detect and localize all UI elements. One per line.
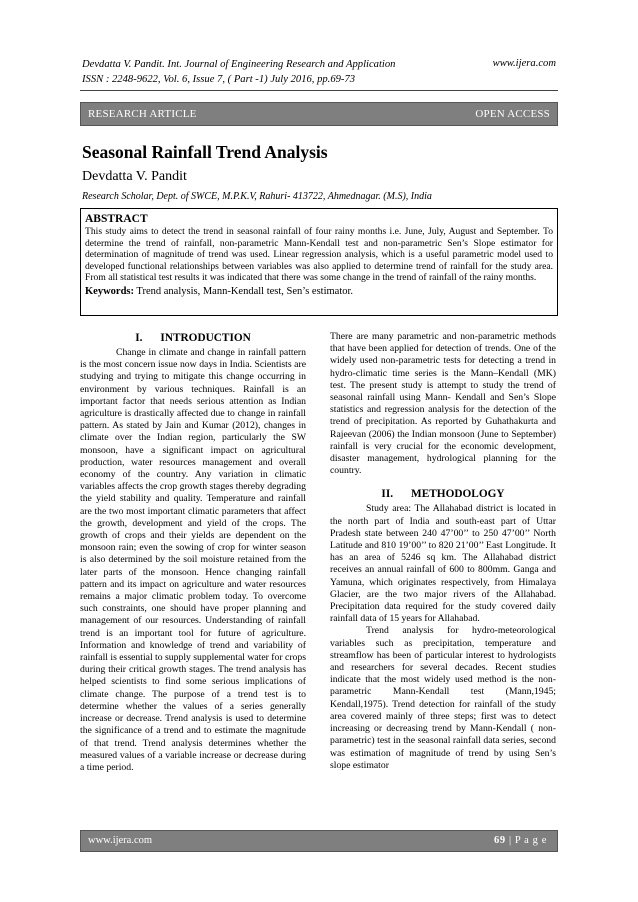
abstract-box bbox=[80, 208, 558, 316]
methodology-section-number: II. bbox=[381, 488, 394, 501]
intro-paragraph: Change in climate and change in rainfall pattern is the most concern issue now days in India. Scientists are studying and trying to mitigate this change occurring in environment by various techniques. Rainfall is an important factor that needs serious attention as Indian agriculture is drastically affected due to change in rainfall pattern. As stated by Jain and Kumar (2012), changes in climate over the Indian region, particularly the SW monsoon, have a significant impact on agricultural production, water resources management and overall economy of the country. Any variation in climatic variables affects the crop growth stages thereby degrading the yield stability and quality. Temperature and rainfall are the two most important climatic parameters that affect the growth, development and yield of the crops. The growth of crops and their yields are dependent on the monsoon rain; even the sowing of crop for winter season is also determined by the soil moisture retained from the later parts of the monsoon. Hence changing rainfall pattern and its impact on agriculture and water resources remains a major climatic problem today. To overcome such constraints, one should have proper planning and management of our resources. Understanding of rainfall trend is an important tool for future of agriculture. Information and knowledge of trend and variability of rainfall is essential to supply supplemental water for crops during their critical growth stages. The trend analysis has helped scientists to find some serious implications of climate change. The purpose of a trend test is to determine whether the values of a series generally increase or decrease. Trend analysis is used to determine the significance of a trend and to estimate the magnitude of that trend. Trend analysis determines whether the measured values of a variable increase or decrease during a time period. bbox=[80, 347, 306, 773]
page-label: | P a g e bbox=[505, 835, 547, 846]
issn-line: ISSN : 2248-9622, Vol. 6, Issue 7, ( Part -1) July 2016, pp.69-73 bbox=[82, 74, 356, 85]
research-article-label: RESEARCH ARTICLE bbox=[88, 108, 197, 120]
abstract-heading: ABSTRACT bbox=[85, 213, 148, 225]
author-affiliation: Research Scholar, Dept. of SWCE, M.P.K.V, Rahuri- 413722, Ahmednagar. (M.S), India bbox=[82, 191, 432, 202]
page-number-value: 69 bbox=[494, 835, 506, 846]
article-type-banner bbox=[80, 102, 558, 126]
journal-citation: Devdatta V. Pandit. Int. Journal of Engineering Research and Application bbox=[82, 59, 396, 70]
study-area-paragraph: Study area: The Allahabad district is located in the north part of India and south-east part of Uttar Pradesh state between 240 47’00’’ to 250 47’00’’ North Latitude and 810 19’00’’ to 820 21’00’’ East Longitude. It has an area of 5246 sq km. The Allahabad district receives an annual rainfall of 600 to 800mm. Ganga and Yamuna, which originates respectively, from Himalaya Glacier, are the two major rivers of the Allahabad. Precipitation data required for the study covered daily rainfall data of 15 years for Allahabad. bbox=[330, 503, 556, 625]
page-number bbox=[494, 835, 547, 846]
methodology-section-title: METHODOLOGY bbox=[411, 488, 505, 501]
trend-analysis-paragraph: Trend analysis for hydro-meteorological variables such as precipitation, temperature and streamflow has been of particular interest to hydrologists and researchers for several decades. Recent studies indicate that the most widely used method is the non-parametric Mann-Kendall test (Mann,1945; Kendall,1975). Trend detection for rainfall of the study area covered mainly of three steps; first was to detect increasing or decreasing trend by Mann-Kendall ( non-parametric) test in the seasonal rainfall data series, second was estimation of magnitude of trend by using Sen’s slope estimator bbox=[330, 625, 556, 771]
page-footer bbox=[80, 830, 558, 852]
journal-website[interactable]: www.ijera.com bbox=[492, 58, 556, 69]
intro-paragraph-continued: There are many parametric and non-parametric methods that have been applied for detection of trends. One of the widely used non-parametric tests for detecting a trend in hydro-climatic time series is the Mann–Kendall (MK) test. The present study is attempt to study the trend of seasonal rainfall using Mann- Kendall and Sen’s Slope statistics and regression analysis for the detection of the trend of precipitation. As reported by Guhathakurta and Rajeevan (2006) the Indian monsoon (June to September) rainfall is very crucial for the economic development, disaster management, hydrological planning for the country. bbox=[330, 331, 556, 477]
intro-heading bbox=[80, 331, 306, 345]
author-name: Devdatta V. Pandit bbox=[82, 169, 187, 184]
open-access-label: OPEN ACCESS bbox=[475, 108, 550, 120]
header-divider bbox=[80, 90, 558, 91]
paper-title: Seasonal Rainfall Trend Analysis bbox=[82, 142, 328, 162]
keywords-line bbox=[85, 285, 553, 299]
methodology-heading bbox=[330, 487, 556, 501]
left-column bbox=[80, 331, 306, 774]
keywords-label: Keywords: bbox=[85, 285, 134, 297]
keywords-text: Trend analysis, Mann-Kendall test, Sen’s estimator. bbox=[134, 285, 354, 297]
footer-website[interactable]: www.ijera.com bbox=[88, 835, 153, 846]
right-column bbox=[330, 331, 556, 772]
intro-section-title: INTRODUCTION bbox=[160, 332, 251, 344]
abstract-text: This study aims to detect the trend in seasonal rainfall of four rainy months i.e. June, July, August and September. To determine the trend of rainfall, non-parametric Mann-Kendall test and non-parametric Sen’s Slope estimator for determination of magnitude of trend was used. Linear regression analysis, which is a useful parametric model used to developed functional relationships between variables was also applied to determine trend of rainfall for the study area. From all statistical test results it was indicated that there was some change in the trend of rainfall of the rainy months. bbox=[85, 226, 553, 284]
intro-section-number: I. bbox=[135, 332, 143, 344]
